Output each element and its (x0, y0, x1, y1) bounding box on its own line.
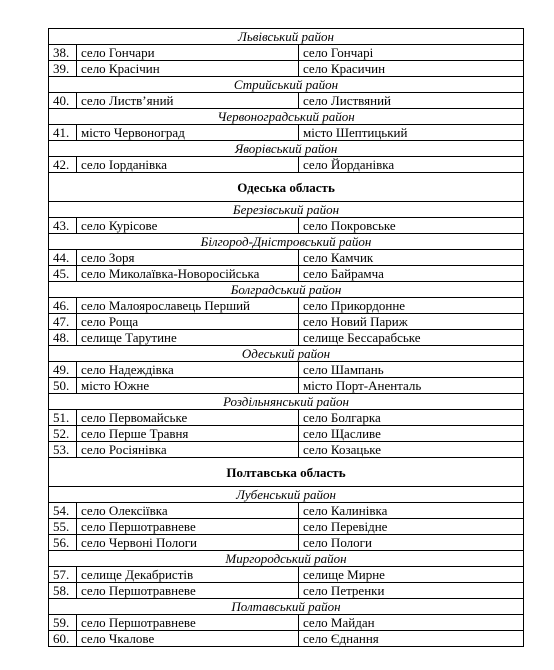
row-number: 50. (49, 378, 77, 394)
new-name-cell: село Шампань (299, 362, 524, 378)
district-name: Стрийський район (49, 77, 524, 93)
row-number: 38. (49, 45, 77, 61)
new-name-cell: село Красичин (299, 61, 524, 77)
district-name: Березівський район (49, 202, 524, 218)
district-header-row (49, 394, 524, 410)
district-name: Білгород-Дністровський район (49, 234, 524, 250)
table-row (49, 330, 524, 346)
new-name-cell: село Пологи (299, 535, 524, 551)
old-name-cell: село Красічин (77, 61, 299, 77)
row-number: 44. (49, 250, 77, 266)
row-number: 46. (49, 298, 77, 314)
row-number: 57. (49, 567, 77, 583)
new-name-cell: село Петренки (299, 583, 524, 599)
row-number: 56. (49, 535, 77, 551)
table-row (49, 362, 524, 378)
old-name-cell: селище Декабристів (77, 567, 299, 583)
new-name-cell: село Перевідне (299, 519, 524, 535)
old-name-cell: село Червоні Пологи (77, 535, 299, 551)
new-name-cell: селище Мирне (299, 567, 524, 583)
row-number: 55. (49, 519, 77, 535)
new-name-cell: село Гончарі (299, 45, 524, 61)
new-name-cell: село Майдан (299, 615, 524, 631)
row-number: 42. (49, 157, 77, 173)
district-header-row (49, 141, 524, 157)
table-row (49, 503, 524, 519)
table-row (49, 567, 524, 583)
region-name: Одеська область (49, 173, 524, 202)
table-row (49, 410, 524, 426)
new-name-cell: село Йорданівка (299, 157, 524, 173)
district-name: Червоноградський район (49, 109, 524, 125)
region-header-row (49, 458, 524, 487)
row-number: 51. (49, 410, 77, 426)
district-name: Лубенський район (49, 487, 524, 503)
table-row (49, 218, 524, 234)
old-name-cell: село Роща (77, 314, 299, 330)
old-name-cell: село Перше Травня (77, 426, 299, 442)
new-name-cell: село Листвяний (299, 93, 524, 109)
table-row (49, 378, 524, 394)
district-name: Львівський район (49, 29, 524, 45)
new-name-cell: село Байрамча (299, 266, 524, 282)
old-name-cell: село Курісове (77, 218, 299, 234)
table-row (49, 157, 524, 173)
new-name-cell: село Прикордонне (299, 298, 524, 314)
row-number: 53. (49, 442, 77, 458)
row-number: 39. (49, 61, 77, 77)
table-row (49, 519, 524, 535)
old-name-cell: село Чкалове (77, 631, 299, 647)
district-header-row (49, 346, 524, 362)
table-row (49, 298, 524, 314)
table-row (49, 615, 524, 631)
renaming-table-body (49, 29, 524, 647)
old-name-cell: місто Южне (77, 378, 299, 394)
row-number: 52. (49, 426, 77, 442)
table-row (49, 583, 524, 599)
row-number: 40. (49, 93, 77, 109)
row-number: 49. (49, 362, 77, 378)
old-name-cell: село Олексіївка (77, 503, 299, 519)
table-row (49, 250, 524, 266)
old-name-cell: село Іорданівка (77, 157, 299, 173)
region-name: Полтавська область (49, 458, 524, 487)
row-number: 60. (49, 631, 77, 647)
district-header-row (49, 202, 524, 218)
old-name-cell: село Надеждівка (77, 362, 299, 378)
new-name-cell: село Козацьке (299, 442, 524, 458)
old-name-cell: село Першотравневе (77, 519, 299, 535)
old-name-cell: селище Тарутине (77, 330, 299, 346)
district-name: Миргородський район (49, 551, 524, 567)
row-number: 59. (49, 615, 77, 631)
district-header-row (49, 77, 524, 93)
old-name-cell: село Миколаївка-Новоросійська (77, 266, 299, 282)
old-name-cell: село Малоярославець Перший (77, 298, 299, 314)
old-name-cell: село Росіянівка (77, 442, 299, 458)
table-row (49, 426, 524, 442)
district-header-row (49, 487, 524, 503)
row-number: 47. (49, 314, 77, 330)
table-row (49, 442, 524, 458)
district-name: Одеський район (49, 346, 524, 362)
old-name-cell: село Листв’яний (77, 93, 299, 109)
district-header-row (49, 29, 524, 45)
old-name-cell: село Первомайське (77, 410, 299, 426)
new-name-cell: село Покровське (299, 218, 524, 234)
district-name: Болградський район (49, 282, 524, 298)
district-name: Яворівський район (49, 141, 524, 157)
new-name-cell: село Камчик (299, 250, 524, 266)
district-name: Полтавський район (49, 599, 524, 615)
table-row (49, 535, 524, 551)
new-name-cell: місто Порт-Аненталь (299, 378, 524, 394)
new-name-cell: село Новий Париж (299, 314, 524, 330)
new-name-cell: село Єднання (299, 631, 524, 647)
new-name-cell: місто Шептицький (299, 125, 524, 141)
row-number: 41. (49, 125, 77, 141)
region-header-row (49, 173, 524, 202)
table-row (49, 314, 524, 330)
renaming-table (48, 28, 524, 647)
row-number: 48. (49, 330, 77, 346)
old-name-cell: село Зоря (77, 250, 299, 266)
table-row (49, 61, 524, 77)
table-row (49, 266, 524, 282)
district-header-row (49, 282, 524, 298)
district-header-row (49, 551, 524, 567)
row-number: 58. (49, 583, 77, 599)
table-row (49, 93, 524, 109)
district-name: Роздільнянський район (49, 394, 524, 410)
old-name-cell: село Першотравневе (77, 615, 299, 631)
new-name-cell: село Калинівка (299, 503, 524, 519)
district-header-row (49, 109, 524, 125)
row-number: 45. (49, 266, 77, 282)
district-header-row (49, 234, 524, 250)
new-name-cell: селище Бессарабське (299, 330, 524, 346)
row-number: 43. (49, 218, 77, 234)
row-number: 54. (49, 503, 77, 519)
old-name-cell: село Першотравневе (77, 583, 299, 599)
district-header-row (49, 599, 524, 615)
table-row (49, 45, 524, 61)
table-row (49, 125, 524, 141)
old-name-cell: місто Червоноград (77, 125, 299, 141)
new-name-cell: село Щасливе (299, 426, 524, 442)
new-name-cell: село Болгарка (299, 410, 524, 426)
table-row (49, 631, 524, 647)
old-name-cell: село Гончари (77, 45, 299, 61)
